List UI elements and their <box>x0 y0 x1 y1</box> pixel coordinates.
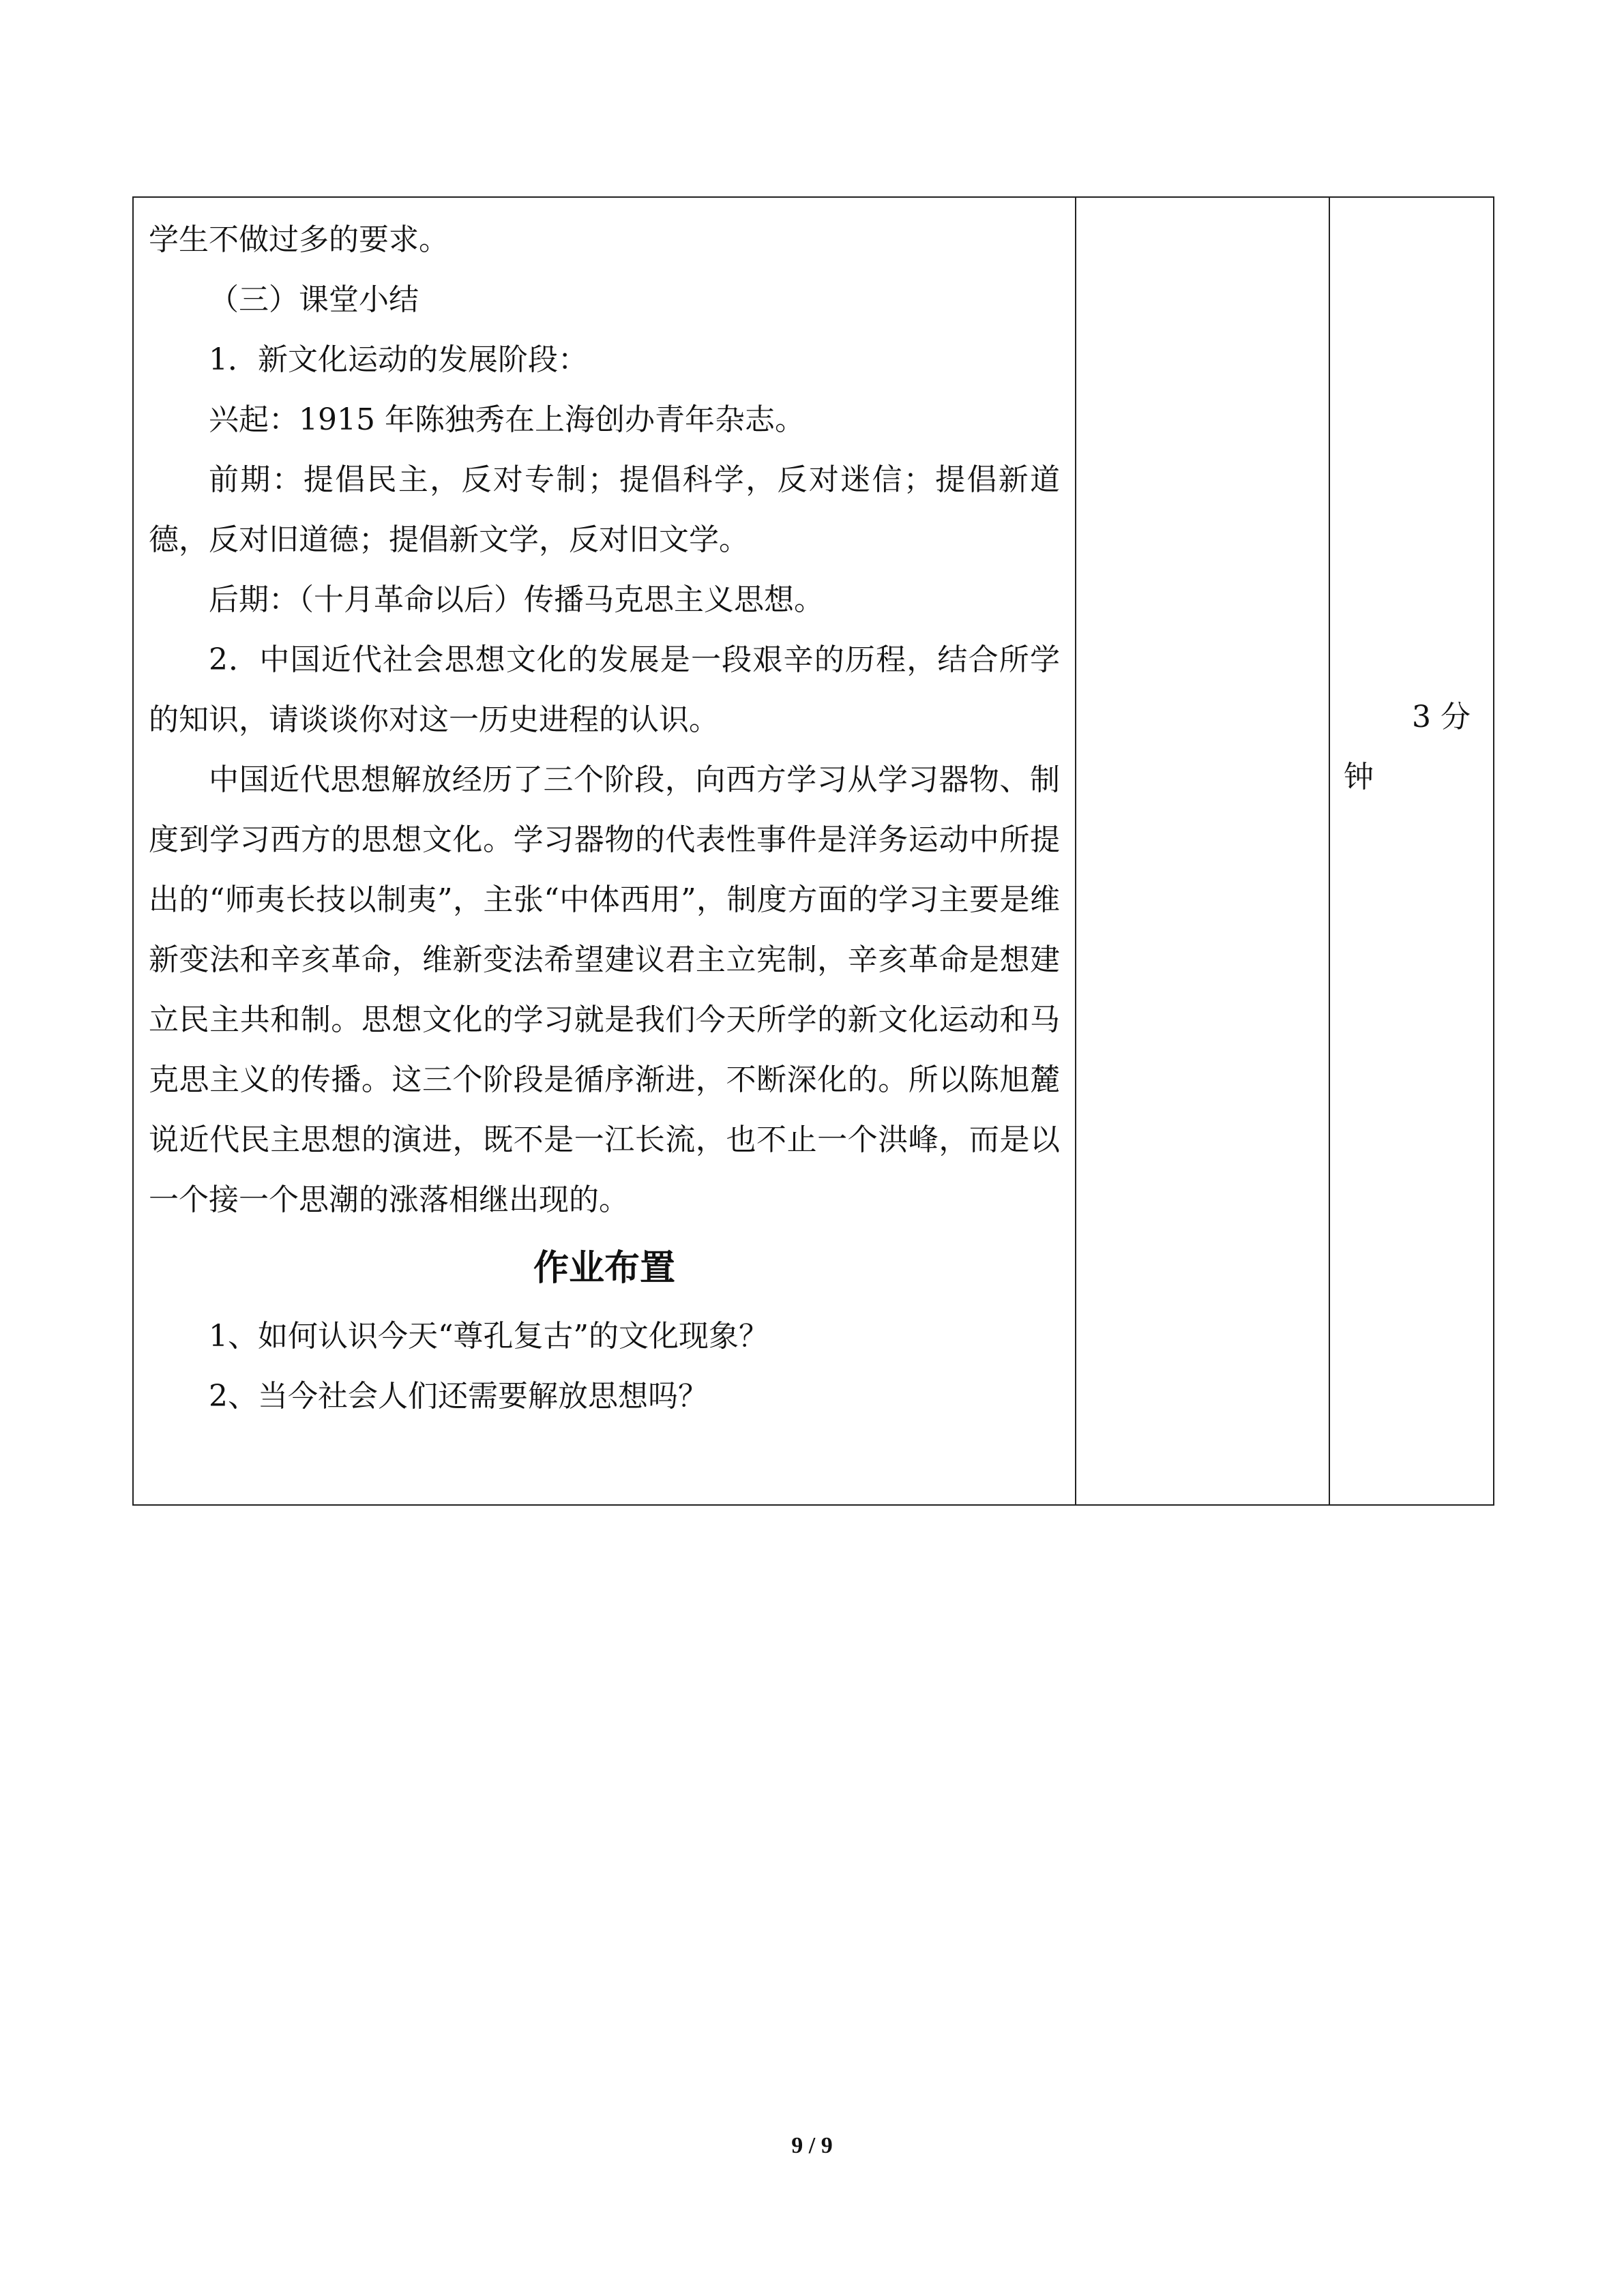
homework-title: 作业布置 <box>533 1248 675 1289</box>
time-allocation-value: 3 分 <box>1412 700 1471 734</box>
stage-rise: 兴起：1915 年陈独秀在上海创办青年杂志。 <box>209 402 805 437</box>
paragraph-continuation: 学生不做过多的要求。 <box>149 222 449 257</box>
lesson-table <box>132 196 1494 1506</box>
time-allocation-unit: 钟 <box>1344 760 1374 794</box>
homework-item-2: 2、当今社会人们还需要解放思想吗？ <box>209 1379 708 1414</box>
time-allocation <box>1344 687 1480 807</box>
homework-item-1: 1、如何认识今天“尊孔复古”的文化现象？ <box>209 1319 769 1354</box>
student-activity-cell <box>1076 197 1329 1505</box>
lesson-table-row <box>133 197 1494 1505</box>
page-number: 9 / 9 <box>791 2133 833 2158</box>
summary-point-2: 2．中国近代社会思想文化的发展是一段艰辛的历程，结合所学的知识，请谈谈你对这一历史进程的认识。 <box>149 642 1060 737</box>
time-allocation-cell <box>1329 197 1494 1505</box>
teaching-content-cell <box>133 197 1076 1505</box>
stage-late: 后期：（十月革命以后）传播马克思主义思想。 <box>209 582 824 617</box>
summary-point-1: 1．新文化运动的发展阶段： <box>209 342 588 377</box>
teaching-content <box>134 198 1075 1427</box>
stage-early: 前期：提倡民主，反对专制；提倡科学，反对迷信；提倡新道德，反对旧道德；提倡新文学，反对旧文学。 <box>149 462 1060 557</box>
summary-answer: 中国近代思想解放经历了三个阶段，向西方学习从学习器物、制度到学习西方的思想文化。学习器物的代表性事件是洋务运动中所提出的“师夷长技以制夷”，主张“中体西用”，制度方面的学习主要是维新变法和辛亥革命，维新变法希望建议君主立宪制，辛亥革命是想建立民主共和制。思想文化的学习就是我们今天所学的新文化运动和马克思主义的传播。这三个阶段是循序渐进，不断深化的。所以陈旭麓说近代民主思想的演进，既不是一江长流，也不止一个洪峰，而是以一个接一个思潮的涨落相继出现的。 <box>149 762 1060 1217</box>
section-heading-summary: （三）课堂小结 <box>209 282 419 317</box>
